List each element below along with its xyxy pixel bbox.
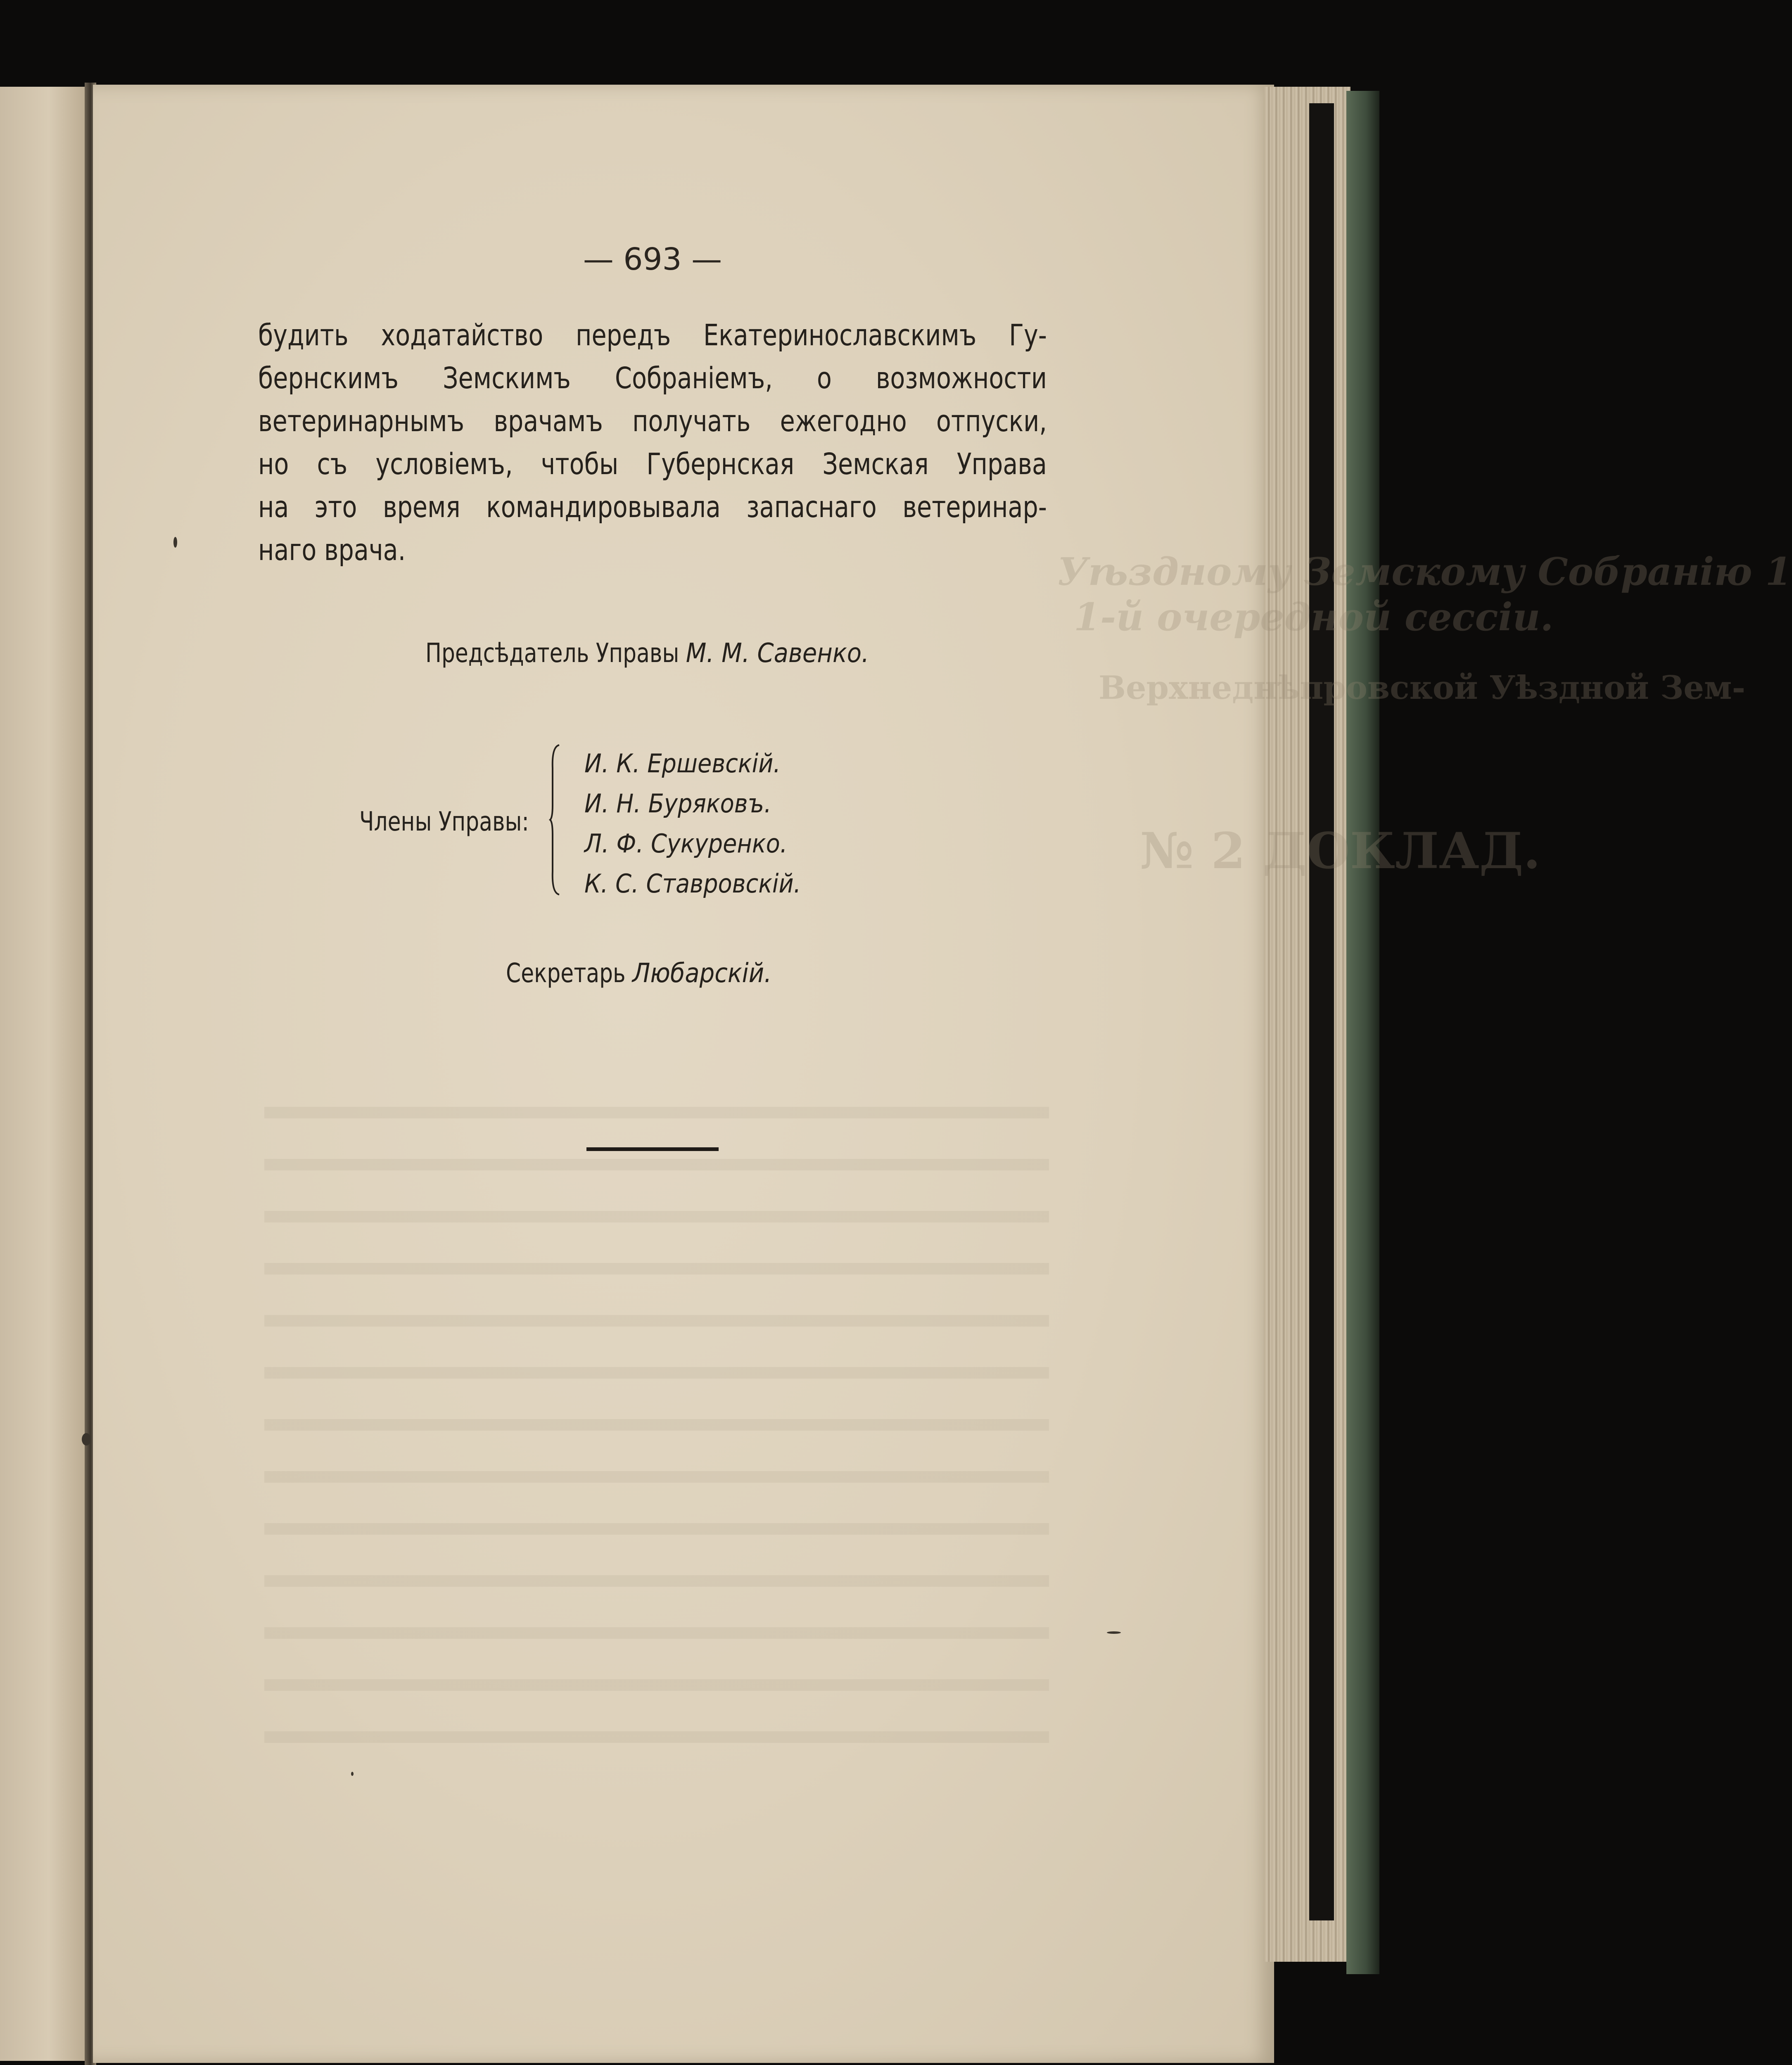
members-list <box>584 743 801 904</box>
bleed-through-line: Верхнеднѣпровской Уѣздной Зем- <box>1099 669 1745 707</box>
chairman-name: М. М. Савенко. <box>686 638 869 669</box>
bleed-through-line: Уѣздному Земскому Собранію 1 <box>1057 549 1792 594</box>
chairman-title: Предсѣдатель Управы <box>425 638 679 669</box>
bleed-through-paragraph <box>264 1082 1049 1759</box>
left-page-edge <box>0 87 89 2061</box>
page-edges-shadow <box>1309 103 1334 1920</box>
body-line: но съ условіемъ, чтобы Губернская Земская Управа <box>258 447 1047 481</box>
secretary-title: Секретарь <box>506 958 626 989</box>
member-name: И. К. Ершевскій. <box>584 748 781 779</box>
secretary-signature <box>506 958 771 989</box>
page-edges <box>1264 87 1351 1962</box>
bleed-through-line: 1-й очередной сессіи. <box>1074 595 1554 639</box>
body-paragraph <box>258 314 1047 572</box>
member-name: К. С. Ставровскій. <box>584 869 801 899</box>
bleed-through-line: № 2 ДОКЛАД. <box>1140 822 1541 880</box>
book-cover-edge <box>1346 91 1379 1974</box>
dust-speck <box>173 537 177 548</box>
chairman-signature <box>425 638 869 669</box>
body-line: будить ходатайство передъ Екатеринославскимъ Гу- <box>258 318 1047 352</box>
section-divider <box>586 1147 719 1151</box>
member-name: И. Н. Буряковъ. <box>584 788 771 819</box>
dust-speck <box>351 1772 354 1776</box>
member-name: Л. Ф. Сукуренко. <box>584 828 788 859</box>
curly-brace-icon <box>549 743 562 896</box>
body-line: ветеринарнымъ врачамъ получать ежегодно отпуски, <box>258 404 1047 438</box>
body-line: наго врача. <box>258 533 406 567</box>
page-number: — 693 — <box>583 242 722 277</box>
members-label: Члены Управы: <box>359 807 529 837</box>
dust-speck <box>82 1433 91 1446</box>
dust-speck <box>1107 1631 1121 1634</box>
body-line: на это время командировывала запаснаго ветеринар- <box>258 490 1047 524</box>
secretary-name: Любарскій. <box>632 958 772 989</box>
body-line: бернскимъ Земскимъ Собраніемъ, о возможности <box>258 361 1047 395</box>
